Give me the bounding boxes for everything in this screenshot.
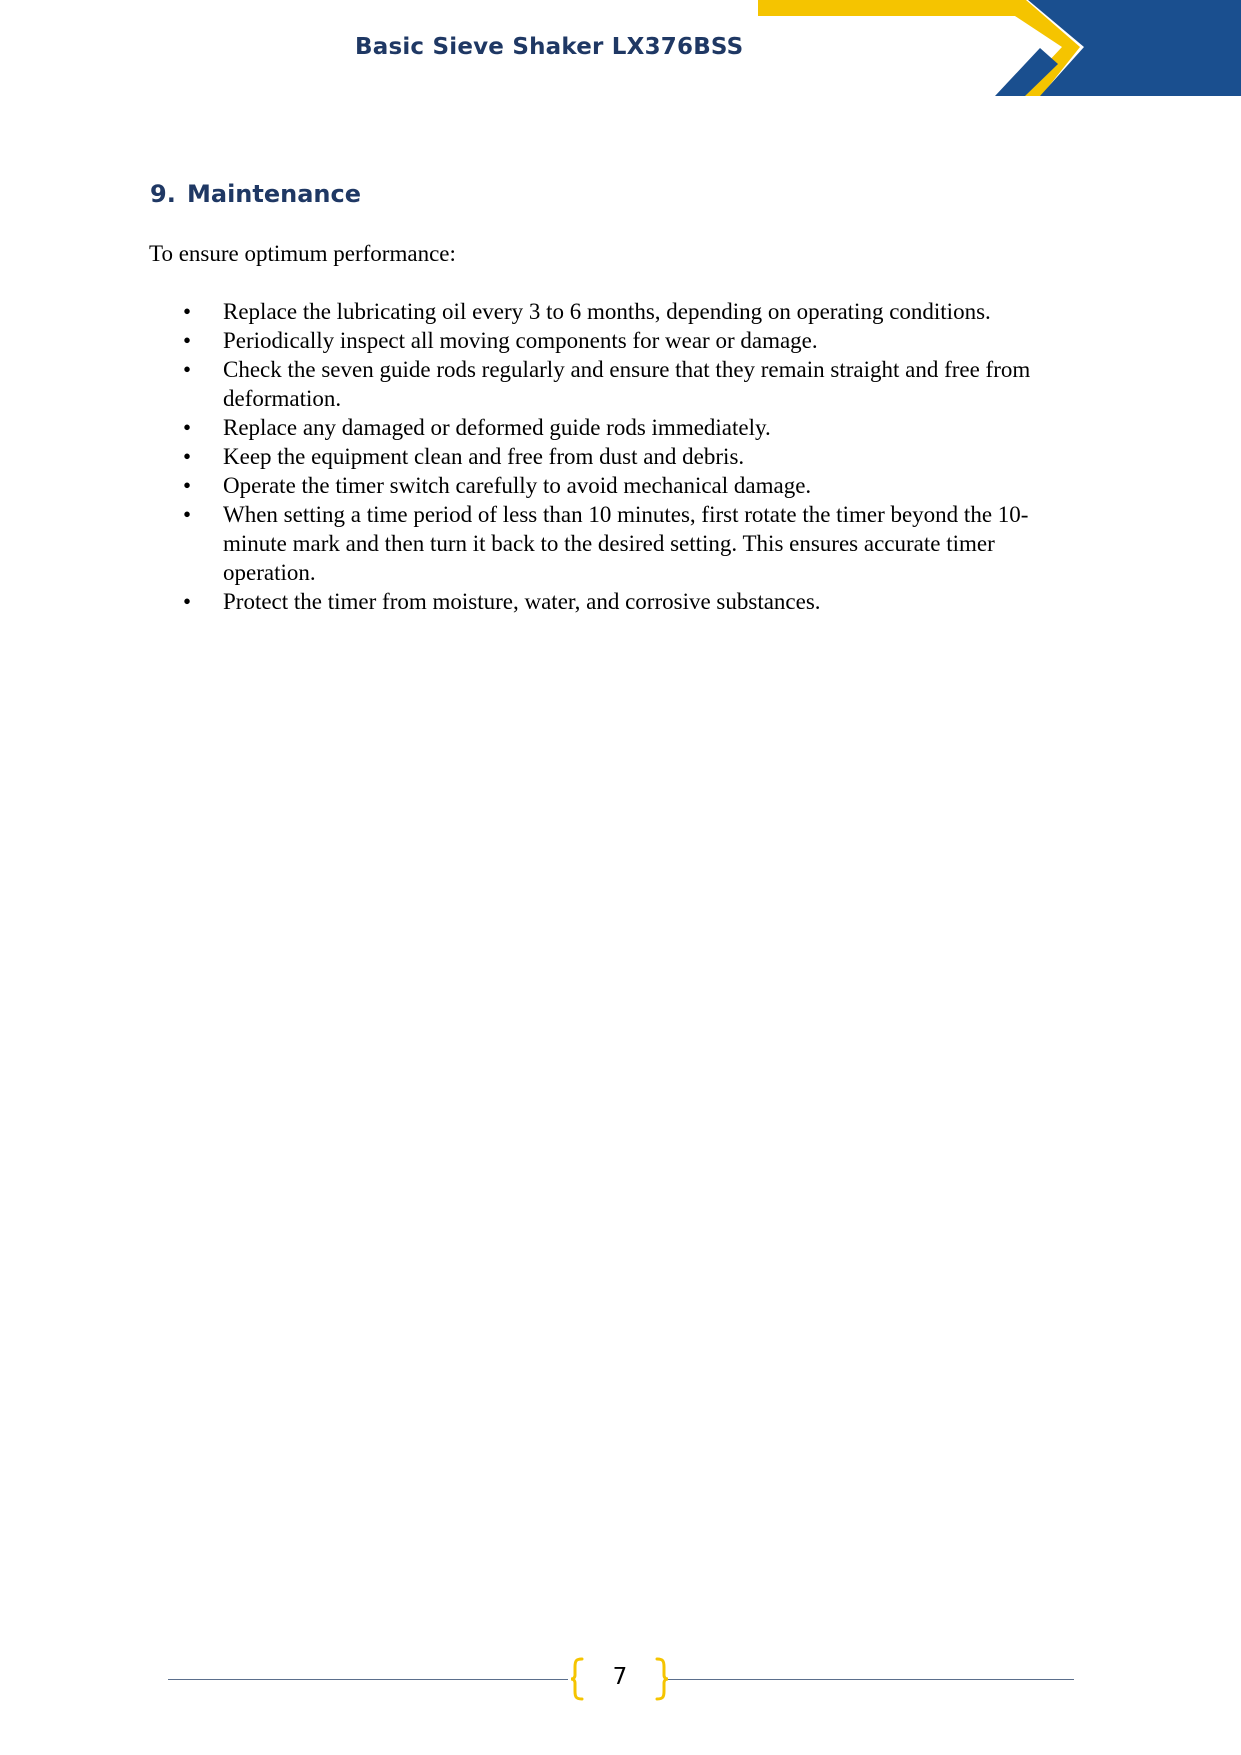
maintenance-list [149,297,1069,616]
navy-chevron-shape [1028,0,1241,96]
footer-rule-right [664,1679,1074,1680]
list-item: • Replace the lubricating oil every 3 to 6 months, depending on operating conditions. [149,297,1069,326]
list-item: • Check the seven guide rods regularly and ensure that they remain straight and free from deformation. [149,355,1069,413]
footer-rule-left [168,1679,568,1680]
right-brace-icon [655,1657,669,1701]
document-title: Basic Sieve Shaker LX376BSS [355,34,744,60]
list-item: • When setting a time period of less than 10 minutes, first rotate the timer beyond the 10-minute mark and then turn it back to the desired setting. This ensures accurate timer operation. [149,500,1069,587]
section-title: Maintenance [187,180,362,208]
list-item: • Protect the timer from moisture, water, and corrosive substances. [149,587,1069,616]
list-item: • Replace any damaged or deformed guide rods immediately. [149,413,1069,442]
intro-paragraph: To ensure optimum performance: [149,241,456,266]
list-item: • Operate the timer switch carefully to avoid mechanical damage. [149,471,1069,500]
left-brace-icon [570,1657,584,1701]
list-item: • Periodically inspect all moving components for wear or damage. [149,326,1069,355]
list-item: • Keep the equipment clean and free from dust and debris. [149,442,1069,471]
page-number: 7 [612,1664,628,1690]
section-number: 9. [150,180,176,208]
section-heading [150,180,361,208]
